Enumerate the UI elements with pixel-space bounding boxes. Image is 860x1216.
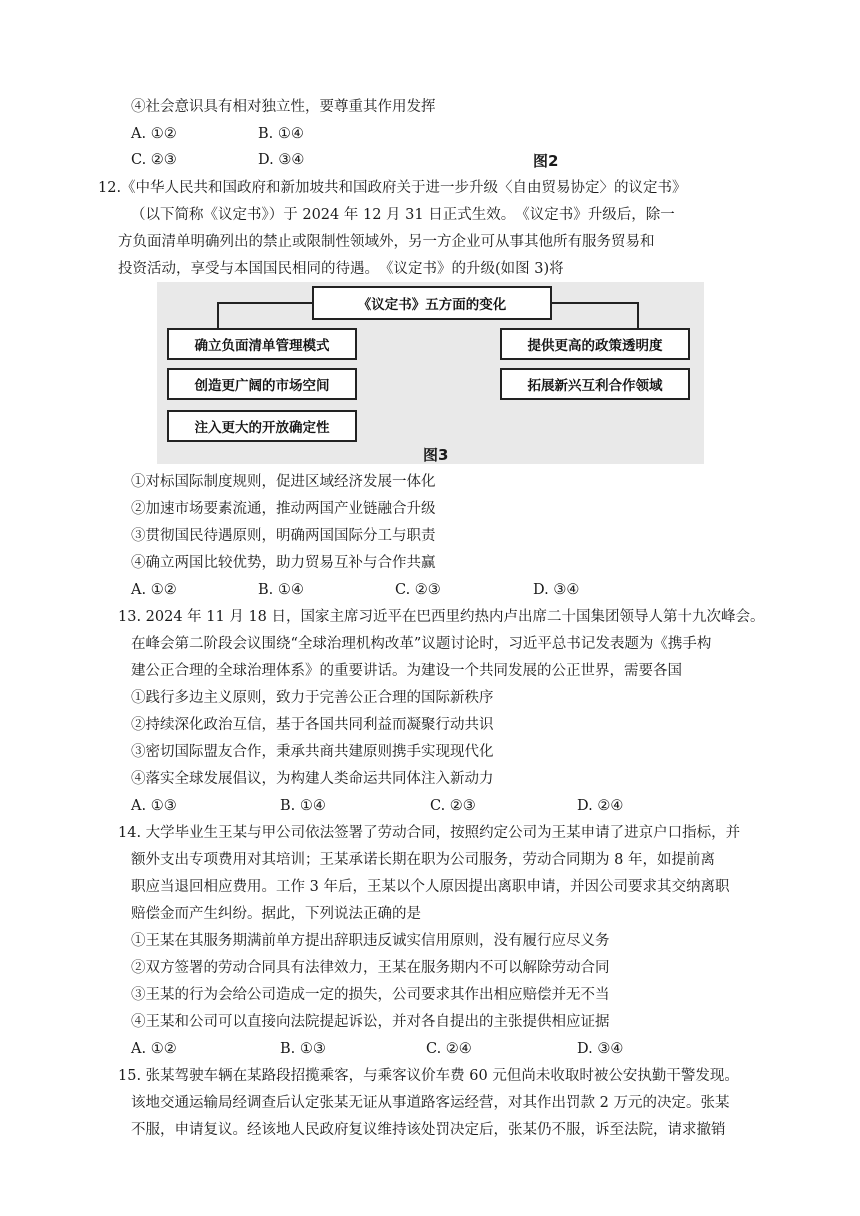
diagram-right-box-2: 拓展新兴互利合作领域 <box>500 368 690 400</box>
q14-statement-4: ④王某和公司可以直接向法院提起诉讼，并对各自提出的主张提供相应证据 <box>131 1014 610 1030</box>
q13-statement-1: ①践行多边主义原则，致力于完善公正合理的国际新秩序 <box>131 690 494 706</box>
q13-statement-3: ③密切国际盟友合作，秉承共商共建原则携手实现现代化 <box>131 744 494 760</box>
q15-stem-line-1: 15. 张某驾驶车辆在某路段招揽乘客，与乘客议价车费 60 元但尚未收取时被公安执勤干警发现。 <box>118 1068 739 1084</box>
q12-statement-3: ③贯彻国民待遇原则，明确两国国际分工与职责 <box>131 528 436 544</box>
q13-stem-line-3: 建公正合理的全球治理体系》的重要讲话。为建设一个共同发展的公正世界，需要各国 <box>131 663 682 679</box>
diagram-right-box-1: 提供更高的政策透明度 <box>500 328 690 360</box>
q14-stem-line-1: 14. 大学毕业生王某与甲公司依法签署了劳动合同，按照约定公司为王某申请了进京户口指标，并 <box>118 825 741 841</box>
diagram-title-box: 《议定书》五方面的变化 <box>312 286 552 320</box>
q12-stem-line-1: 12.《中华人民共和国政府和新加坡共和国政府关于进一步升级〈自由贸易协定〉的议定书》 <box>98 180 687 196</box>
q13-stem-line-2: 在峰会第二阶段会议围绕“全球治理机构改革”议题讨论时，习近平总书记发表题为《携手构 <box>131 636 712 652</box>
diagram-left-box-3: 注入更大的开放确定性 <box>167 410 357 442</box>
q14-statement-3: ③王某的行为会给公司造成一定的损失，公司要求其作出相应赔偿并无不当 <box>131 987 610 1003</box>
q14-option-b: B. ①③ <box>280 1041 326 1057</box>
q12-option-d: D. ③④ <box>533 582 580 598</box>
q11-option-a: A. ①② <box>131 126 177 142</box>
q13-option-b: B. ①④ <box>280 798 326 814</box>
q12-option-c: C. ②③ <box>395 582 441 598</box>
q11-option-b: B. ①④ <box>258 126 304 142</box>
q11-statement-4: ④社会意识具有相对独立性，要尊重其作用发挥 <box>131 99 436 115</box>
q13-statement-4: ④落实全球发展倡议，为构建人类命运共同体注入新动力 <box>131 771 494 787</box>
q14-option-c: C. ②④ <box>426 1041 472 1057</box>
figure-3-label: 图3 <box>423 446 449 464</box>
q12-stem-line-3: 方负面清单明确列出的禁止或限制性领域外，另一方企业可从事其他所有服务贸易和 <box>118 234 655 250</box>
q14-option-a: A. ①② <box>131 1041 177 1057</box>
q12-statement-4: ④确立两国比较优势，助力贸易互补与合作共赢 <box>131 555 436 571</box>
q12-stem-line-2: （以下简称《议定书》）于 2024 年 12 月 31 日正式生效。 《议定书》升级后，除一 <box>131 207 675 223</box>
figure-3-diagram <box>157 282 704 464</box>
figure-2-label: 图2 <box>533 152 559 170</box>
diagram-left-box-1: 确立负面清单管理模式 <box>167 328 357 360</box>
q12-statement-2: ②加速市场要素流通，推动两国产业链融合升级 <box>131 501 436 517</box>
q12-stem-line-4: 投资活动，享受与本国国民相同的待遇。 《议定书》的升级(如图 3)将 <box>118 261 564 277</box>
q13-option-d: D. ②④ <box>577 798 624 814</box>
q14-statement-2: ②双方签署的劳动合同具有法律效力，王某在服务期内不可以解除劳动合同 <box>131 960 610 976</box>
q11-option-c: C. ②③ <box>131 152 177 168</box>
q13-option-a: A. ①③ <box>131 798 177 814</box>
q11-option-d: D. ③④ <box>258 152 305 168</box>
q13-statement-2: ②持续深化政治互信，基于各国共同利益而凝聚行动共识 <box>131 717 494 733</box>
q14-statement-1: ①王某在其服务期满前单方提出辞职违反诚实信用原则，没有履行应尽义务 <box>131 933 610 949</box>
q12-statement-1: ①对标国际制度规则，促进区域经济发展一体化 <box>131 474 436 490</box>
q12-option-a: A. ①② <box>131 582 177 598</box>
q14-option-d: D. ③④ <box>577 1041 624 1057</box>
q15-stem-line-3: 不服，申请复议。经该地人民政府复议维持该处罚决定后，张某仍不服，诉至法院，请求撤销 <box>131 1122 726 1138</box>
q14-stem-line-2: 额外支出专项费用对其培训；王某承诺长期在职为公司服务，劳动合同期为 8 年，如提前离 <box>131 852 715 868</box>
q14-stem-line-3: 职应当退回相应费用。工作 3 年后，王某以个人原因提出离职申请，并因公司要求其交纳离职 <box>131 879 730 895</box>
q13-option-c: C. ②③ <box>430 798 476 814</box>
diagram-left-box-2: 创造更广阔的市场空间 <box>167 368 357 400</box>
q15-stem-line-2: 该地交通运输局经调查后认定张某无证从事道路客运经营，对其作出罚款 2 万元的决定。张某 <box>131 1095 730 1111</box>
q13-stem-line-1: 13. 2024 年 11 月 18 日，国家主席习近平在巴西里约热内卢出席二十国集团领导人第十九次峰会。 <box>118 609 765 625</box>
q12-option-b: B. ①④ <box>258 582 304 598</box>
q14-stem-line-4: 赔偿金而产生纠纷。据此，下列说法正确的是 <box>131 906 421 922</box>
